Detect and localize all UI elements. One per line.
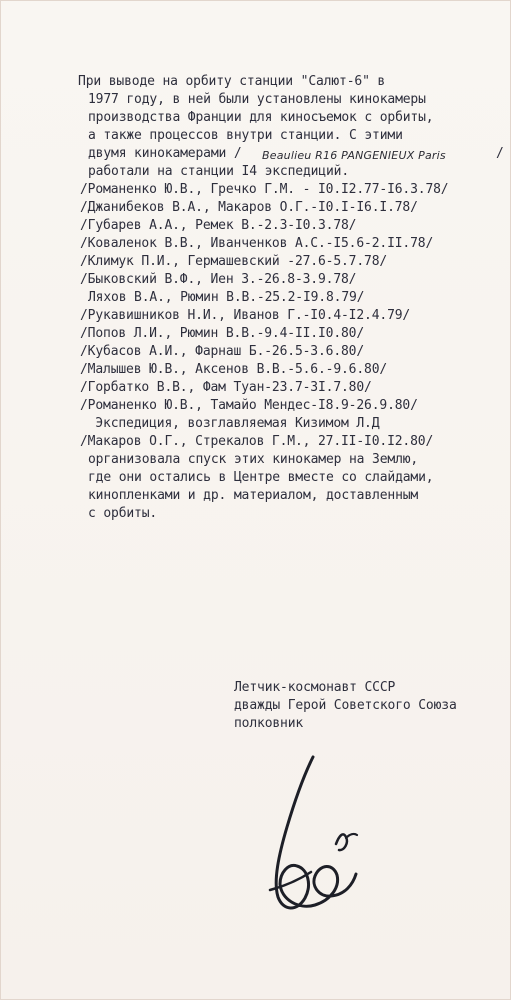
body-line-21: /Макаров О.Г., Стрекалов Г.М., 27.II-I0.I2.80/ — [80, 434, 434, 449]
signature-title-line-2: дважды Герой Советского Союза — [234, 698, 457, 713]
expedition-line-3: /Губарев А.А., Ремек В.-2.3-I0.3.78/ — [80, 218, 357, 233]
expedition-line-13: /Романенко Ю.В., Тамайо Мендес-I8.9-26.9.80/ — [80, 398, 418, 413]
expedition-line-12: /Горбатко В.В., Фам Туан-23.7-3I.7.80/ — [80, 380, 372, 395]
signature-title-line-1: Летчик-космонавт СССР — [234, 680, 396, 695]
body-line-23: где они остались в Центре вместе со слайдами, — [88, 470, 434, 485]
expedition-line-4: /Коваленок В.В., Иванченков А.С.-I5.6-2.II.78/ — [80, 236, 434, 251]
body-line-1: При выводе на орбиту станции "Салют-6" в — [55, 74, 386, 89]
signature-title-line-3: полковник — [234, 716, 304, 731]
body-line-5: двумя кинокамерами / — [88, 146, 242, 161]
expedition-line-1: /Романенко Ю.В., Гречко Г.М. - I0.I2.77-I6.3.78/ — [80, 182, 449, 197]
expedition-line-2: /Джанибеков В.А., Макаров О.Г.-I0.I-I6.I.78/ — [80, 200, 418, 215]
expedition-line-5: /Климук П.И., Гермашевский -27.6-5.7.78/ — [80, 254, 388, 269]
body-line-22: организовала спуск этих кинокамер на Землю, — [88, 452, 419, 467]
body-line-25: с орбиты. — [88, 506, 158, 521]
body-line-24: кинопленками и др. материалом, доставленным — [88, 488, 419, 503]
expedition-line-8: /Рукавишников Н.И., Иванов Г.-I0.4-I2.4.79/ — [80, 308, 411, 323]
expedition-line-11: /Малышев Ю.В., Аксенов В.В.-5.6.-9.6.80/ — [80, 362, 388, 377]
body-line-6: работали на станции I4 экспедиций. — [88, 164, 350, 179]
expedition-line-9: /Попов Л.И., Рюмин В.В.-9.4-II.I0.80/ — [80, 326, 365, 341]
expedition-line-10: /Кубасов А.И., Фарнаш Б.-26.5-3.6.80/ — [80, 344, 365, 359]
expedition-line-6: /Быковский В.Ф., Иен З.-26.8-3.9.78/ — [80, 272, 357, 287]
body-line-4: а также процессов внутри станции. С этими — [88, 128, 403, 143]
handwritten-signature — [255, 745, 375, 930]
body-line-2: 1977 году, в ней были установлены кинокамеры — [88, 92, 426, 107]
body-line-20: Экспедиция, возглавляемая Кизимом Л.Д — [80, 416, 380, 431]
handwritten-closing-slash: / — [496, 146, 504, 161]
body-line-3: производства Франции для киносъемок с орбиты, — [88, 110, 434, 125]
expedition-line-7: Ляхов В.А., Рюмин В.В.-25.2-I9.8.79/ — [88, 290, 365, 305]
handwritten-camera-note: Beaulieu R16 PANGENIEUX Paris — [262, 149, 446, 162]
